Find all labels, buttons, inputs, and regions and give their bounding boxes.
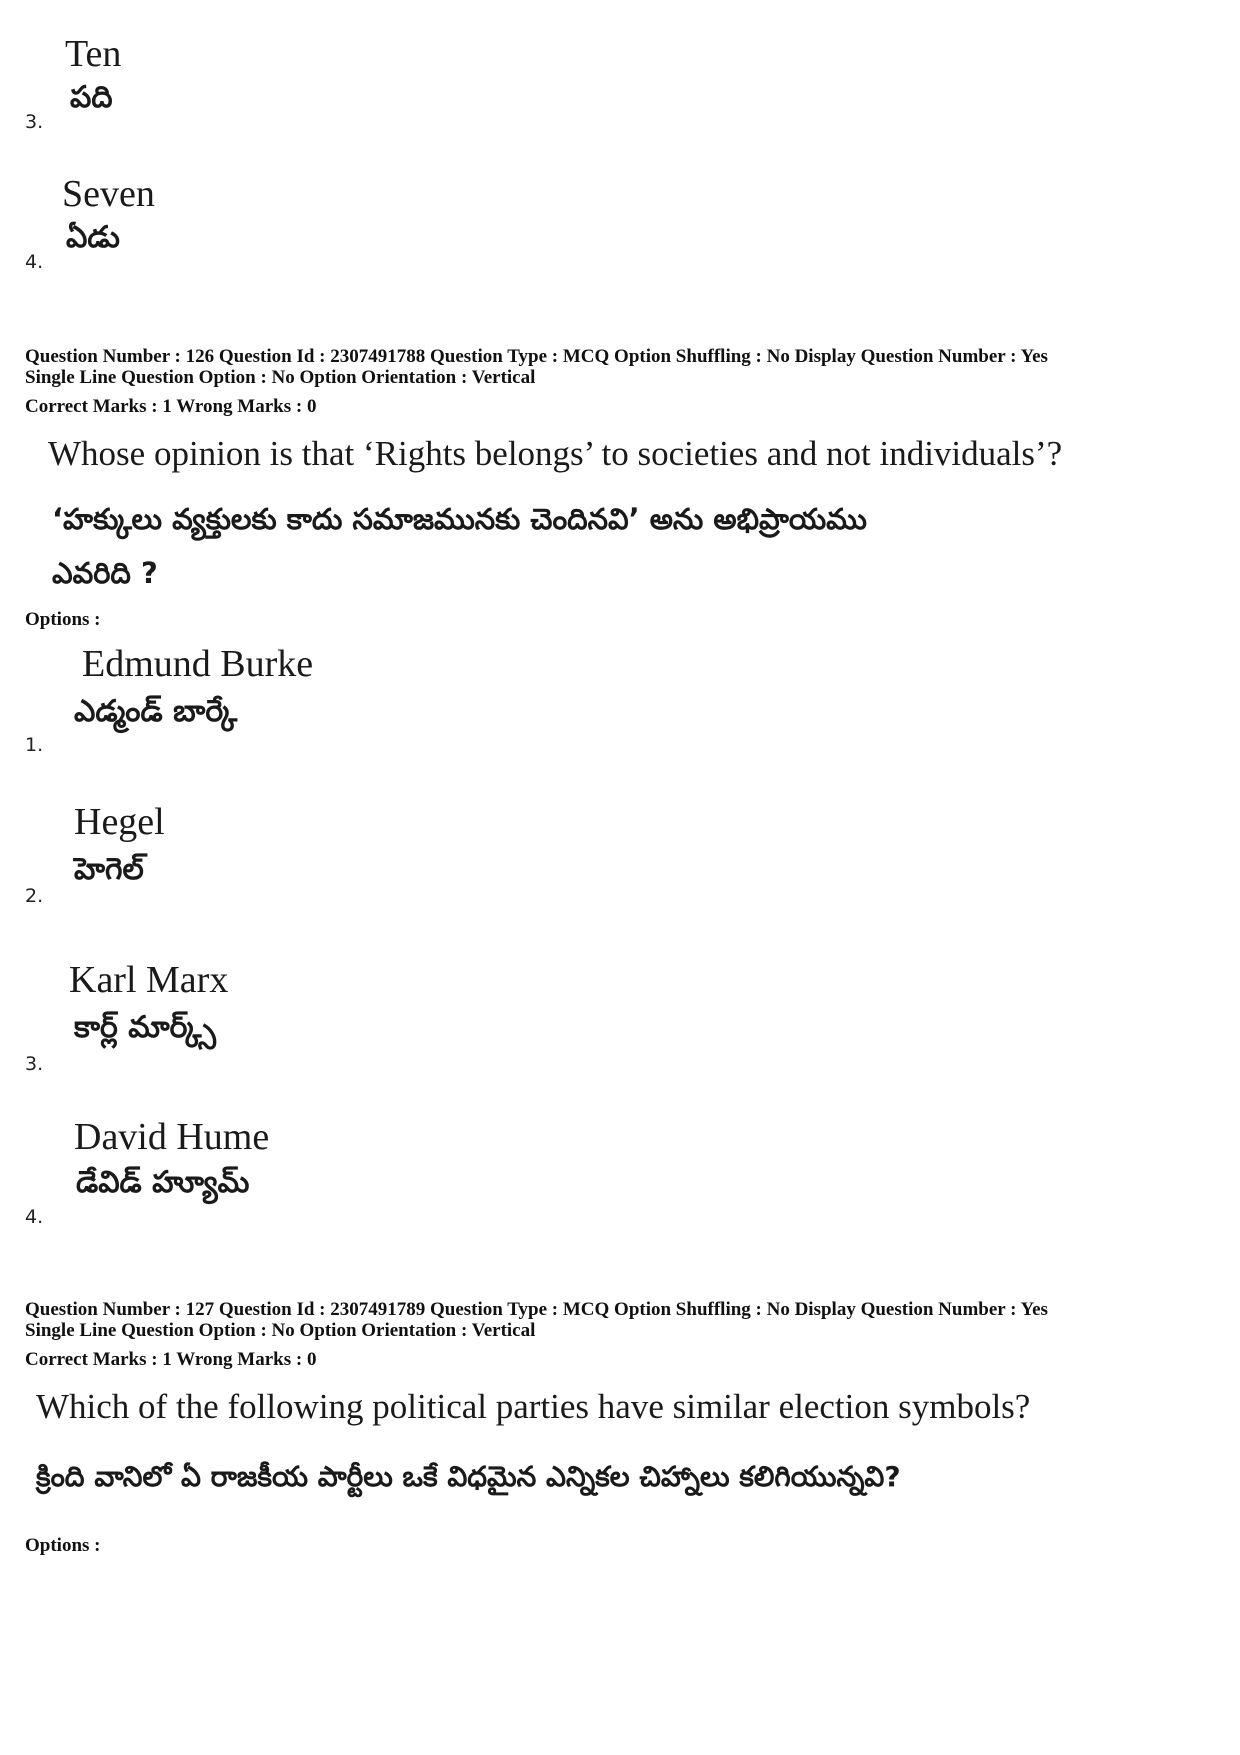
question-126-meta-line1: Question Number : 126 Question Id : 2307491788 Question Type : MCQ Option Shuffling : No Display Question Number : Yes [25,346,1048,367]
question-127-meta-line2: Single Line Question Option : No Option Orientation : Vertical [25,1320,536,1341]
question-126-text-telugu-line2: ఎవరిది ? [52,556,158,590]
question-126-option-4-number: 4. [25,1206,44,1228]
question-126-option-3-english: Karl Marx [69,959,229,1001]
question-126-text-telugu-line1: ‘హక్కులు వ్యక్తులకు కాదు సమాజమునకు చెందినవి’ అను అభిప్రాయము [52,502,867,536]
prev-option-4-telugu: ఏడు [66,220,120,255]
question-126-option-1-telugu: ఎడ్మండ్ బార్కే [74,694,238,729]
prev-option-4-english: Seven [62,173,155,215]
question-126-options-label: Options : [25,609,101,630]
prev-option-4-number: 4. [25,251,44,273]
question-126-option-3-telugu: కార్ల్ మార్క్స్ [74,1010,216,1045]
question-126-text-english: Whose opinion is that ‘Rights belongs’ to societies and not individuals’? [48,434,1063,473]
question-126-option-1-number: 1. [25,734,44,756]
prev-option-3-english: Ten [65,33,122,75]
question-126-option-2-number: 2. [25,885,44,907]
question-126-meta-line2: Single Line Question Option : No Option Orientation : Vertical [25,367,536,388]
question-126-option-2-english: Hegel [74,801,165,843]
question-127-meta-line1: Question Number : 127 Question Id : 2307491789 Question Type : MCQ Option Shuffling : No Display Question Number : Yes [25,1299,1048,1320]
question-127-text-telugu: క్రింది వానిలో ఏ రాజకీయ పార్టీలు ఒకే విధమైన ఎన్నికల చిహ్నాలు కలిగియున్నవి? [36,1460,901,1493]
question-127-options-label: Options : [25,1535,101,1556]
question-127-marks: Correct Marks : 1 Wrong Marks : 0 [25,1349,317,1370]
question-126-option-1-english: Edmund Burke [82,643,314,685]
question-126-option-4-english: David Hume [74,1116,270,1158]
question-126-option-3-number: 3. [25,1053,44,1075]
question-126-option-4-telugu: డేవిడ్ హ్యూమ్ [76,1165,250,1200]
question-126-option-2-telugu: హెగెల్ [74,852,144,887]
prev-option-3-telugu: పది [70,80,113,115]
question-127-text-english: Which of the following political parties have similar election symbols? [36,1387,1031,1426]
prev-option-3-number: 3. [25,111,44,133]
question-126-marks: Correct Marks : 1 Wrong Marks : 0 [25,396,317,417]
